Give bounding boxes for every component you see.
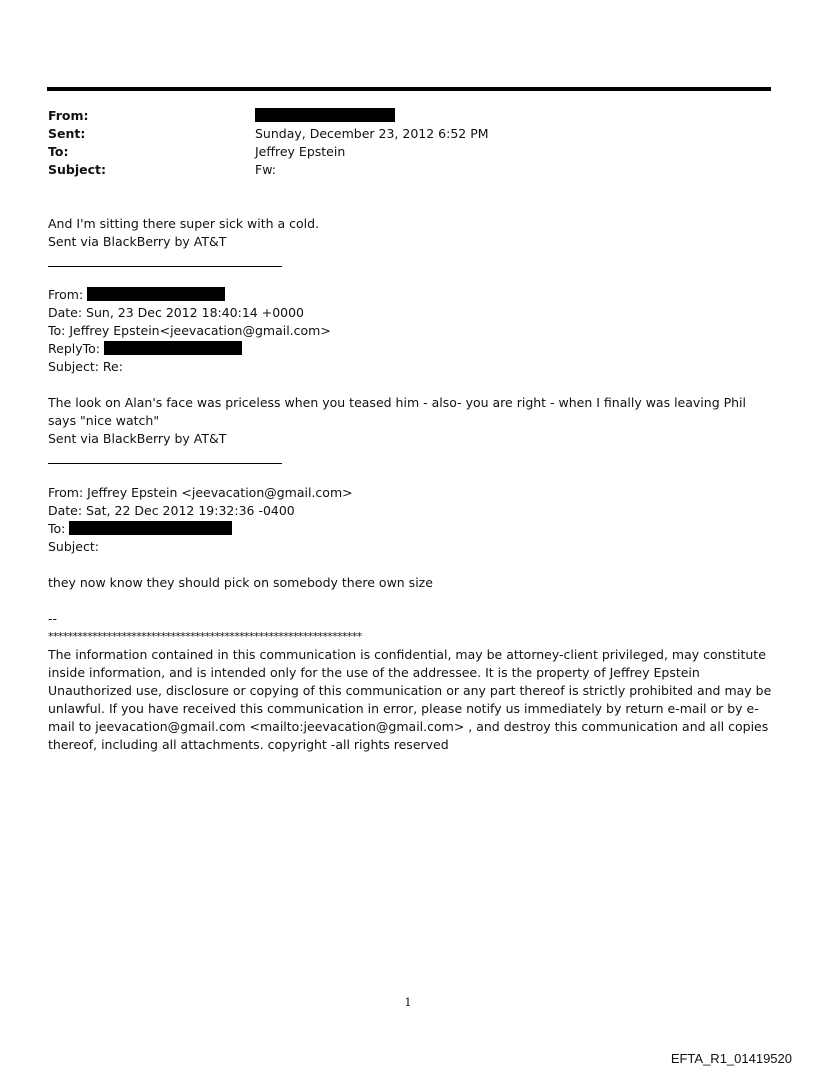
to-label: To: (48, 144, 69, 159)
redaction-bar (87, 287, 225, 301)
redaction-bar (69, 521, 232, 535)
signature-dashes: -- (48, 611, 58, 626)
document-id: EFTA_R1_01419520 (670, 1051, 792, 1066)
forwarded-header-3 (48, 484, 773, 556)
sent-value: Sunday, December 23, 2012 6:52 PM (255, 126, 489, 141)
from-line (48, 286, 773, 304)
from-value (255, 107, 395, 125)
redaction-bar (255, 108, 395, 122)
subject-line: Subject: (48, 539, 99, 554)
sent-label: Sent: (48, 126, 86, 141)
redaction-bar (104, 341, 242, 355)
asterisk-divider: **************************************************************** (48, 630, 362, 643)
to-line: To: Jeffrey Epstein<jeevacation@gmail.com> (48, 323, 331, 338)
replyto-line (48, 340, 773, 358)
signature-line: Sent via BlackBerry by AT&T (48, 234, 227, 249)
subject-line: Subject: Re: (48, 359, 123, 374)
top-rule (47, 87, 771, 91)
date-line: Date: Sat, 22 Dec 2012 19:32:36 -0400 (48, 503, 295, 518)
signature-block (48, 610, 773, 754)
signature-line: Sent via BlackBerry by AT&T (48, 431, 227, 446)
to-value: Jeffrey Epstein (255, 144, 346, 159)
subject-value: Fw: (255, 162, 276, 177)
subject-label: Subject: (48, 162, 106, 177)
date-line: Date: Sun, 23 Dec 2012 18:40:14 +0000 (48, 305, 305, 320)
message-body-1 (48, 215, 773, 251)
from-text: From: (48, 287, 88, 302)
body-text: they now know they should pick on somebody there own size (48, 575, 433, 590)
replyto-text: ReplyTo: (48, 341, 104, 356)
body-text: The look on Alan's face was priceless when you teased him - also- you are right - when I finally was leaving Phil says "nice watch" (48, 395, 747, 428)
disclaimer-text: The information contained in this communication is confidential, may be attorney-client privileged, may constitute inside information, and is intended only for the use of the addressee. It is the property of Jeffrey Epstein Unauthorized use, disclosure or copying of this communication or any part thereof is strictly prohibited and may be unlawful. If you have received this communication in error, please notify us immediately by return e-mail or by e-mail to jeevacation@gmail.com <mailto:jeevacation@gmail.com> , and destroy this communication and all copies thereof, including all attachments. copyright -all rights reserved (48, 647, 772, 752)
forwarded-header-2 (48, 286, 773, 376)
body-line: And I'm sitting there super sick with a cold. (48, 216, 320, 231)
to-line (48, 520, 773, 538)
from-label: From: (48, 108, 89, 123)
message-body-3 (48, 574, 773, 592)
to-text: To: (48, 521, 70, 536)
page-number: 1 (404, 996, 412, 1009)
separator-line (48, 266, 282, 267)
separator-line (48, 463, 282, 464)
from-line: From: Jeffrey Epstein <jeevacation@gmail.com> (48, 485, 353, 500)
email-header (48, 107, 773, 179)
message-body-2 (48, 394, 773, 448)
